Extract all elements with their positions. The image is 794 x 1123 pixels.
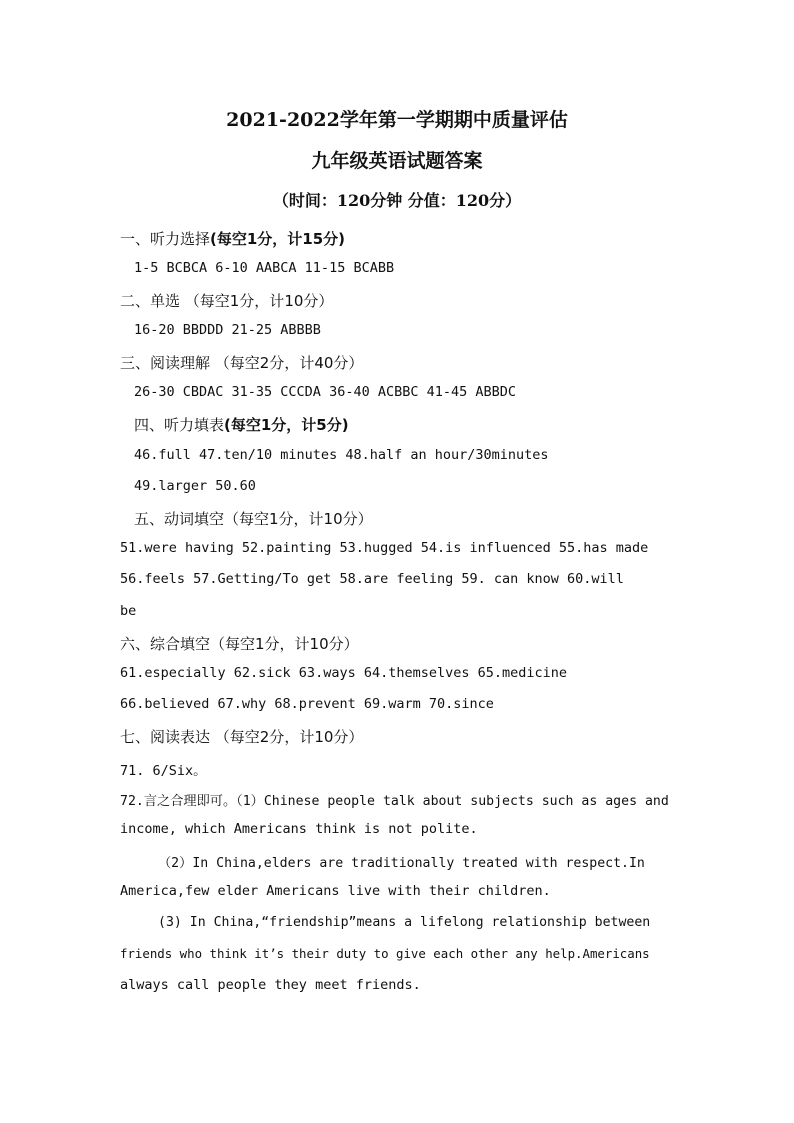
section-2-answers: 16-20 BBDDD 21-25 ABBBB	[134, 322, 321, 338]
section-2-heading: 二、单选 （每空1分，计10分）	[120, 292, 334, 310]
section-6-answers-line-2: 66.believed 67.why 68.prevent 69.warm 70.since	[120, 696, 494, 712]
time-score-line: （时间：120分钟 分值：120分）	[272, 191, 522, 210]
section-4-heading	[134, 414, 349, 435]
answer-72-line-2: income, which Americans think is not polite.	[120, 821, 478, 837]
section-6-heading: 六、综合填空（每空1分，计10分）	[120, 635, 359, 653]
answer-72-line-6: friends who think it’s their duty to give each other any help.Americans	[120, 946, 650, 961]
answer-72-line-7: always call people they meet friends.	[120, 977, 421, 993]
answer-71: 71. 6/Six。	[120, 763, 207, 779]
section-1-title: 一、听力选择	[120, 230, 211, 248]
section-4-note: (每空1分，计5分)	[224, 416, 349, 434]
section-1-note: (每空1分，计15分)	[210, 230, 346, 248]
section-1-heading	[120, 228, 345, 249]
section-4-answers-line-2: 49.larger 50.60	[134, 478, 256, 494]
page-subtitle: 九年级英语试题答案	[311, 150, 483, 172]
section-5-answers-line-1: 51.were having 52.painting 53.hugged 54.is influenced 55.has made	[120, 540, 649, 556]
section-5-answers-line-3: be	[120, 603, 137, 619]
section-4-answers-line-1: 46.full 47.ten/10 minutes 48.half an hour/30minutes	[134, 447, 549, 463]
answer-72-line-1: 72.言之合理即可。（1）Chinese people talk about subjects such as ages and	[120, 794, 669, 809]
section-7-heading: 七、阅读表达 （每空2分，计10分）	[120, 728, 364, 746]
section-5-heading: 五、动词填空（每空1分，计10分）	[134, 510, 373, 528]
section-6-answers-line-1: 61.especially 62.sick 63.ways 64.themselves 65.medicine	[120, 665, 568, 681]
section-5-answers-line-2: 56.feels 57.Getting/To get 58.are feeling 59. can know 60.will	[120, 571, 624, 587]
answer-72-line-5: (3) In China,“friendship”means a lifelong relationship between	[158, 915, 651, 930]
section-3-heading: 三、阅读理解 （每空2分，计40分）	[120, 354, 364, 372]
page-title: 2021-2022学年第一学期期中质量评估	[226, 109, 568, 131]
section-4-title: 四、听力填表	[134, 416, 225, 434]
section-3-answers: 26-30 CBDAC 31-35 CCCDA 36-40 ACBBC 41-45 ABBDC	[134, 384, 517, 400]
answer-72-line-4: America,few elder Americans live with their children.	[120, 883, 551, 899]
section-1-answers: 1-5 BCBCA 6-10 AABCA 11-15 BCABB	[134, 260, 395, 276]
answer-72-line-3: （2）In China,elders are traditionally treated with respect.In	[158, 856, 645, 871]
